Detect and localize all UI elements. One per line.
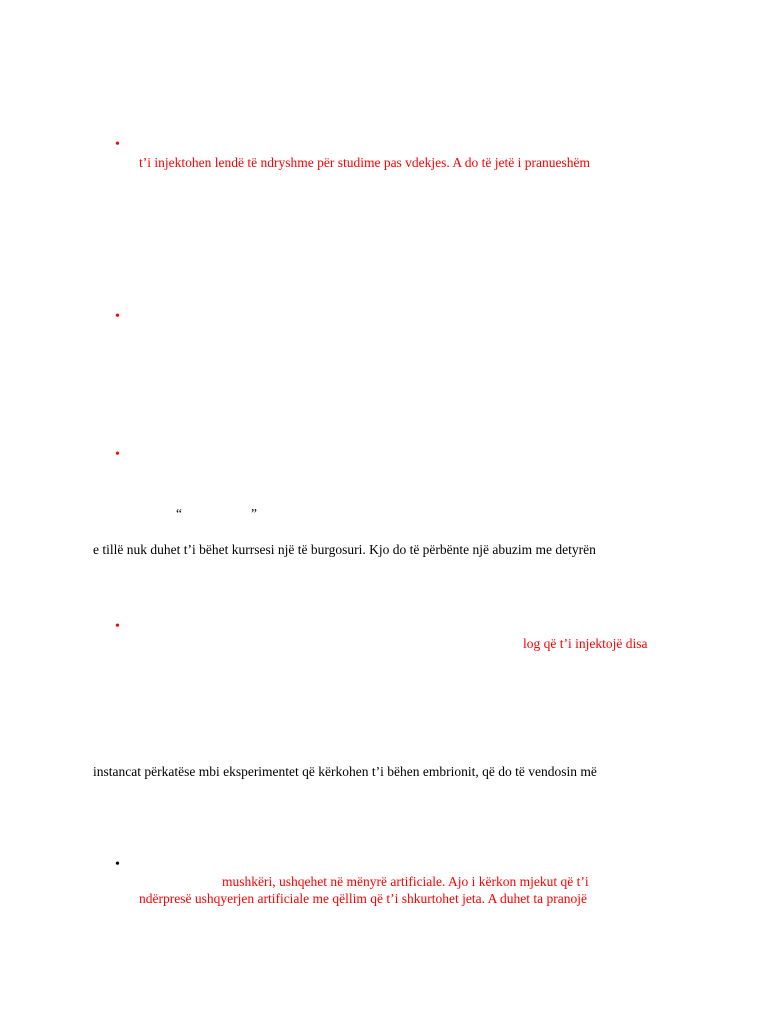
paragraph-line-1: t’i injektohen lendë të ndryshme për studime pas vdekjes. A do të jetë i pranueshëm — [139, 155, 591, 170]
paragraph-line-2: e tillë nuk duhet t’i bëhet kurrsesi një të burgosuri. Kjo do të përbënte një abuzim me detyrën — [93, 542, 596, 557]
list-bullet-1: • — [115, 137, 120, 152]
list-bullet-5: • — [115, 857, 120, 872]
paragraph-line-5: mushkëri, ushqehet në mënyrë artificiale. Ajo i kërkon mjekut që t’i — [222, 874, 589, 889]
list-bullet-4: • — [115, 619, 120, 634]
paragraph-line-4: instancat përkatëse mbi eksperimentet që kërkohen t’i bëhen embrionit, që do të vendosin më — [93, 764, 597, 779]
closing-quote-mark: ” — [251, 506, 257, 521]
paragraph-line-6: ndërpresë ushqyerjen artificiale me qëllim që t’i shkurtohet jeta. A duhet ta pranojë — [139, 891, 587, 906]
paragraph-line-3: log që t’i injektojë disa — [523, 636, 648, 651]
list-bullet-3: • — [115, 447, 120, 462]
list-bullet-2: • — [115, 309, 120, 324]
opening-quote-mark: “ — [176, 506, 182, 521]
